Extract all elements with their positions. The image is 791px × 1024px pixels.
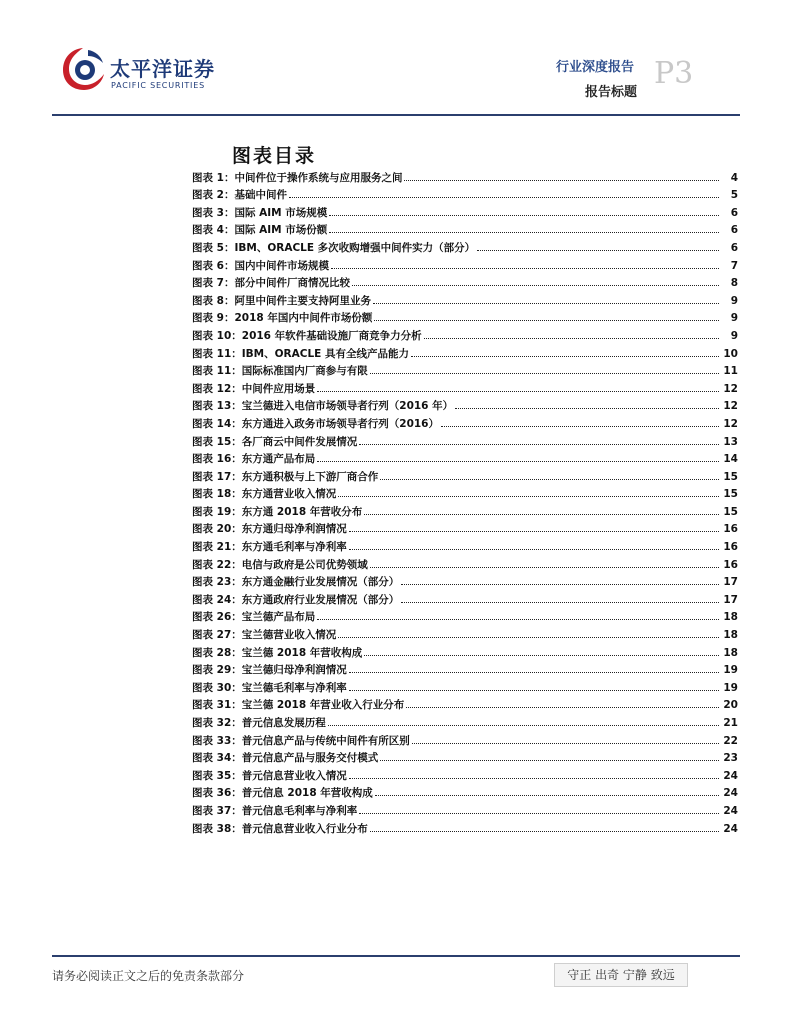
- toc-dot-leader: [401, 584, 719, 585]
- toc-entry-page: 12: [723, 400, 738, 413]
- toc-entry[interactable]: [192, 272, 738, 290]
- toc-dot-leader: [349, 672, 719, 673]
- toc-entry-label: 图表 37：普元信息毛利率与净利率: [192, 804, 358, 817]
- toc-dot-leader: [424, 338, 719, 339]
- toc-entry[interactable]: [192, 518, 738, 536]
- toc-entry-page: 13: [723, 435, 738, 448]
- toc-dot-leader: [364, 514, 719, 515]
- toc-entry[interactable]: [192, 166, 738, 184]
- toc-entry[interactable]: [192, 588, 738, 606]
- toc-entry-page: 22: [723, 734, 738, 747]
- toc-dot-leader: [338, 637, 719, 638]
- toc-entry[interactable]: [192, 219, 738, 237]
- toc-dot-leader: [328, 725, 719, 726]
- toc-dot-leader: [441, 426, 719, 427]
- toc-entry[interactable]: [192, 184, 738, 202]
- toc-entry[interactable]: [192, 324, 738, 342]
- toc-entry-page: 11: [723, 365, 738, 378]
- toc-entry-page: 21: [723, 717, 738, 729]
- toc-dot-leader: [380, 479, 719, 480]
- toc-entry-label: 图表 23：东方通金融行业发展情况（部分）: [192, 576, 400, 589]
- toc-dot-leader: [370, 567, 719, 568]
- toc-entry-label: 图表 31：宝兰德 2018 年营业收入行业分布: [192, 699, 405, 712]
- toc-dot-leader: [477, 250, 719, 251]
- toc-title: 图表目录: [232, 145, 317, 167]
- toc-entry[interactable]: [192, 764, 738, 782]
- toc-entry-page: 19: [723, 681, 738, 694]
- toc-entry-page: 9: [730, 294, 738, 307]
- toc-entry-page: 6: [730, 241, 738, 254]
- toc-entry[interactable]: [192, 448, 738, 466]
- toc-entry-label: 图表 32：普元信息发展历程: [192, 717, 326, 729]
- toc-entry-label: 图表 9：2018 年国内中间件市场份额: [192, 312, 373, 325]
- toc-dot-leader: [373, 303, 719, 304]
- toc-entry-label: 图表 35：普元信息营业收入情况: [192, 769, 347, 782]
- toc-entry[interactable]: [192, 623, 738, 641]
- toc-entry-page: 19: [723, 664, 738, 677]
- toc-entry-label: 图表 33：普元信息产品与传统中间件有所区别: [192, 734, 410, 747]
- toc-dot-leader: [349, 549, 719, 550]
- toc-entry-page: 12: [723, 417, 738, 430]
- toc-entry-page: 24: [723, 804, 738, 817]
- toc-dot-leader: [317, 619, 719, 620]
- page-number: P3: [654, 56, 694, 91]
- toc-entry-page: 24: [723, 769, 738, 782]
- toc-entry[interactable]: [192, 571, 738, 589]
- toc-entry-page: 18: [723, 629, 738, 642]
- toc-entry-page: 15: [723, 488, 738, 501]
- toc-entry-label: 图表 5：IBM、ORACLE 多次收购增强中间件实力（部分）: [192, 241, 476, 254]
- toc-entry-page: 24: [723, 787, 738, 800]
- toc-entry[interactable]: [192, 483, 738, 501]
- brand-name-cn: 太平洋证券: [110, 57, 215, 81]
- toc-entry-label: 图表 14：东方通进入政务市场领导者行列（2016）: [192, 417, 439, 430]
- footer-divider: [52, 955, 740, 957]
- toc-entry-page: 18: [723, 611, 738, 624]
- toc-dot-leader: [317, 391, 719, 392]
- toc-dot-leader: [349, 778, 719, 779]
- toc-entry-page: 15: [723, 470, 738, 483]
- toc-entry[interactable]: [192, 553, 738, 571]
- toc-entry-label: 图表 36：普元信息 2018 年营收构成: [192, 787, 373, 800]
- toc-entry-page: 23: [723, 752, 738, 765]
- toc-dot-leader: [380, 760, 719, 761]
- toc-entry-page: 7: [730, 259, 738, 272]
- toc-entry-page: 9: [730, 312, 738, 325]
- toc-entry-label: 图表 26：宝兰德产品布局: [192, 611, 316, 624]
- toc-entry-page: 24: [723, 822, 738, 835]
- toc-dot-leader: [329, 232, 719, 233]
- toc-entry-label: 图表 3：国际 AIM 市场规模: [192, 206, 328, 219]
- toc-entry[interactable]: [192, 201, 738, 219]
- company-logo: [58, 44, 108, 94]
- toc-entry[interactable]: [192, 360, 738, 378]
- toc-entry[interactable]: [192, 729, 738, 747]
- toc-dot-leader: [329, 215, 719, 216]
- toc-entry-page: 17: [723, 593, 738, 606]
- toc-dot-leader: [317, 461, 719, 462]
- toc-entry-label: 图表 2：基础中间件: [192, 189, 287, 202]
- toc-entry[interactable]: [192, 342, 738, 360]
- toc-entry-label: 图表 18：东方通营业收入情况: [192, 488, 337, 501]
- report-title-label: 报告标题: [585, 85, 638, 100]
- toc-entry-label: 图表 12：中间件应用场景: [192, 382, 316, 395]
- toc-dot-leader: [411, 356, 719, 357]
- toc-entry-page: 18: [723, 646, 738, 659]
- toc-entry-label: 图表 11：IBM、ORACLE 具有全线产品能力: [192, 347, 409, 360]
- report-type: 行业深度报告: [556, 60, 635, 75]
- toc-entry[interactable]: [192, 641, 738, 659]
- toc-entry-label: 图表 10：2016 年软件基础设施厂商竞争力分析: [192, 329, 422, 342]
- toc-dot-leader: [370, 831, 719, 832]
- toc-entry[interactable]: [192, 412, 738, 430]
- toc-entry[interactable]: [192, 659, 738, 677]
- toc-entry-label: 图表 13：宝兰德进入电信市场领导者行列（2016 年）: [192, 400, 454, 413]
- figure-table-of-contents: [192, 166, 738, 835]
- toc-entry-page: 6: [730, 206, 738, 219]
- toc-entry-label: 图表 38：普元信息营业收入行业分布: [192, 822, 368, 835]
- toc-entry-page: 12: [723, 382, 738, 395]
- footer-disclaimer: 请务必阅读正文之后的免责条款部分: [52, 969, 245, 983]
- toc-entry-label: 图表 29：宝兰德归母净利润情况: [192, 664, 347, 677]
- toc-entry[interactable]: [192, 395, 738, 413]
- toc-entry-label: 图表 34：普元信息产品与服务交付模式: [192, 752, 379, 765]
- toc-entry-label: 图表 17：东方通积极与上下游厂商合作: [192, 470, 379, 483]
- toc-dot-leader: [338, 496, 719, 497]
- toc-entry-page: 20: [723, 699, 738, 712]
- toc-dot-leader: [349, 531, 719, 532]
- toc-entry-label: 图表 11：国际标准国内厂商参与有限: [192, 365, 368, 378]
- toc-entry-page: 4: [730, 171, 738, 184]
- toc-entry[interactable]: [192, 535, 738, 553]
- toc-dot-leader: [455, 408, 719, 409]
- toc-entry-page: 6: [730, 224, 738, 237]
- toc-entry-label: 图表 16：东方通产品布局: [192, 453, 316, 466]
- toc-dot-leader: [404, 180, 719, 181]
- toc-entry-label: 图表 30：宝兰德毛利率与净利率: [192, 681, 347, 694]
- toc-entry-label: 图表 22：电信与政府是公司优势领域: [192, 558, 368, 571]
- toc-entry-label: 图表 27：宝兰德营业收入情况: [192, 629, 337, 642]
- toc-entry-label: 图表 28：宝兰德 2018 年营收构成: [192, 646, 363, 659]
- toc-entry[interactable]: [192, 817, 738, 835]
- toc-entry-page: 16: [723, 523, 738, 536]
- toc-dot-leader: [359, 444, 719, 445]
- toc-entry-label: 图表 1：中间件位于操作系统与应用服务之间: [192, 171, 403, 184]
- toc-entry[interactable]: [192, 254, 738, 272]
- toc-entry-label: 图表 15：各厂商云中间件发展情况: [192, 435, 358, 448]
- toc-entry[interactable]: [192, 799, 738, 817]
- toc-entry[interactable]: [192, 236, 738, 254]
- toc-entry-page: 14: [723, 453, 738, 466]
- toc-entry[interactable]: [192, 430, 738, 448]
- toc-entry[interactable]: [192, 694, 738, 712]
- toc-dot-leader: [352, 285, 719, 286]
- toc-entry[interactable]: [192, 289, 738, 307]
- toc-dot-leader: [374, 320, 719, 321]
- toc-dot-leader: [331, 268, 719, 269]
- toc-entry[interactable]: [192, 747, 738, 765]
- toc-entry-page: 16: [723, 541, 738, 554]
- toc-entry-label: 图表 4：国际 AIM 市场份额: [192, 224, 328, 237]
- toc-entry-page: 5: [730, 189, 738, 202]
- toc-dot-leader: [359, 813, 719, 814]
- header-divider: [52, 114, 740, 116]
- toc-dot-leader: [375, 795, 719, 796]
- toc-entry[interactable]: [192, 500, 738, 518]
- toc-entry[interactable]: [192, 676, 738, 694]
- toc-entry[interactable]: [192, 782, 738, 800]
- toc-entry-page: 16: [723, 558, 738, 571]
- toc-entry-label: 图表 21：东方通毛利率与净利率: [192, 541, 347, 554]
- toc-dot-leader: [349, 690, 719, 691]
- toc-entry-page: 10: [723, 347, 738, 360]
- toc-entry-page: 8: [730, 277, 738, 290]
- toc-entry-page: 9: [730, 329, 738, 342]
- toc-entry[interactable]: [192, 711, 738, 729]
- footer-motto: 守正 出奇 宁静 致远: [554, 963, 688, 987]
- toc-entry-label: 图表 7：部分中间件厂商情况比较: [192, 277, 350, 290]
- toc-entry[interactable]: [192, 606, 738, 624]
- toc-entry-page: 17: [723, 576, 738, 589]
- toc-dot-leader: [406, 707, 719, 708]
- toc-dot-leader: [364, 655, 719, 656]
- toc-entry-label: 图表 6：国内中间件市场规模: [192, 259, 329, 272]
- toc-entry[interactable]: [192, 307, 738, 325]
- toc-entry-label: 图表 20：东方通归母净利润情况: [192, 523, 347, 536]
- toc-entry-page: 15: [723, 505, 738, 518]
- toc-entry-label: 图表 8：阿里中间件主要支持阿里业务: [192, 294, 371, 307]
- toc-dot-leader: [401, 602, 719, 603]
- toc-dot-leader: [412, 743, 719, 744]
- toc-entry-label: 图表 19：东方通 2018 年营收分布: [192, 505, 363, 518]
- toc-entry[interactable]: [192, 377, 738, 395]
- toc-entry[interactable]: [192, 465, 738, 483]
- toc-entry-label: 图表 24：东方通政府行业发展情况（部分）: [192, 593, 400, 606]
- brand-name-en: PACIFIC SECURITIES: [111, 81, 205, 90]
- toc-dot-leader: [370, 373, 719, 374]
- toc-dot-leader: [289, 197, 719, 198]
